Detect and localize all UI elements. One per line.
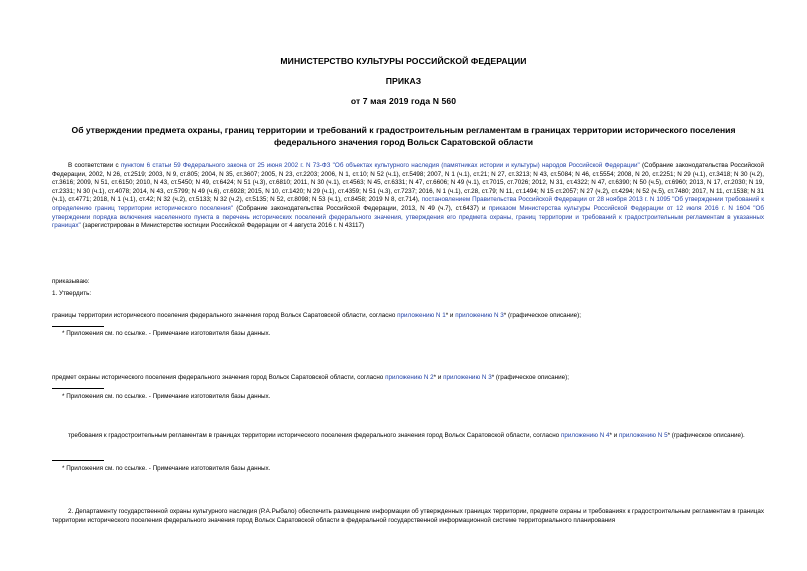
clause-protection-tail: * (графическое описание);	[491, 374, 569, 381]
federal-law-link[interactable]: пунктом 6 статьи 59 Федерального закона от 25 июня 2002 г. N 73-ФЗ "Об объектах культурного наследия (памятниках истории и культуры) народов Российской Федерации"	[120, 162, 640, 169]
clause-protection-text: предмет охраны исторического поселения федерального значения город Вольск Саратовской области, согласно	[52, 374, 386, 381]
clause-boundaries	[52, 312, 581, 321]
footnote-2: * Приложения см. по ссылке. - Примечание изготовителя базы данных.	[62, 393, 271, 400]
clause-regulations-text: требования к градостроительным регламентам в границах территории исторического поселения федерального значения город Вольск Саратовской области, согласно	[68, 432, 561, 439]
appendix-3-link[interactable]: приложению N 3	[455, 312, 504, 319]
appendix-4-link[interactable]: приложению N 4	[560, 432, 610, 439]
government-resolution-link[interactable]: постановлением Правительства Российской Федерации от 28 ноября 2013 г. N 1095 "Об утверждении требований к определению границ территории исторического поселения"	[52, 196, 764, 212]
footnote-divider	[52, 460, 104, 461]
footnote-divider	[52, 388, 104, 389]
clause-regulations	[52, 432, 764, 441]
preamble-text-2: (Собрание законодательства Российской Федерации, 2002, N 26, ст.2519; 2003, N 9, ст.805; 2004, N 35, ст.3607; 2005, N 23, ст.2203; 2006, N 1, ст.10; N 52 (ч.1), ст.5498; 2007, N 1 (ч.1), ст.21; N 27, ст.3213; N 43, ст.5084; N 46, ст.5554; 2008, N 20, ст.2251; N 29 (ч.1), ст.3418; N 30 (ч.2), ст.3616; 2009, N 51, ст.6150; 2010, N 43, ст.5450; N 49, ст.6424; N 51 (ч.3), ст.6810; 2011, N 30 (ч.1), ст.4563; N 45, ст.6331; N 47, ст.6606; N 49 (ч.1), ст.7015, ст.7026; 2012, N 31, ст.4322; N 47, ст.6390; N 50 (ч.5), ст.6960; 2013, N 17, ст.2030; N 19, ст.2331; N 30 (ч.1), ст.4078; 2014, N 43, ст.5799; N 49 (ч.6), ст.6928; 2015, N 10, ст.1420; N 29 (ч.1), ст.4359; N 51 (ч.3), ст.7237; 2016, N 1 (ч.1), ст.28, ст.79; N 11, ст.1494; N 15 ст.2057; N 27 (ч.2), ст.4294; N 52 (ч.5), ст.7480; 2017, N 11, ст.1538; N 31 (ч.1), ст.4771; 2018, N 1 (ч.1), ст.42; N 32 (ч.2), ст.5133; N 32 (ч.2), ст.5135; N 52, ст.8098; N 53 (ч.1), ст.8458; 2019 N 8, ст.714),	[52, 162, 765, 204]
ministry-order-link[interactable]: приказом Министерства культуры Российской Федерации от 12 июля 2016 г. N 1604 "Об утверждении порядка включения населенного пункта в перечень исторических поселений федерального значения, утверждения его предмета охраны, границ территории и требований к градостроительным регламентам в указанных границах"	[52, 204, 764, 230]
title-line-2: федерального значения город Вольск Саратовской области	[273, 137, 534, 147]
item-2-paragraph: 2. Департаменту государственной охраны культурного наследия (Р.А.Рыбало) обеспечить размещение информации об утвержденных границах территории, предмете охраны и требованиях к градостроительным регламентам в границах территории исторического поселения федерального значения город Вольск Саратовской области в федеральной государственной информационной системе территориального планирования	[52, 508, 764, 524]
order-word: приказываю:	[52, 278, 90, 285]
appendix-1-link[interactable]: приложению N 1	[397, 312, 446, 319]
clause-protection-subject	[52, 374, 569, 383]
preamble-paragraph	[52, 162, 764, 231]
preamble-text-4: (зарегистрирован в Министерстве юстиции Российской Федерации от 4 августа 2016 г. N 43117)	[80, 222, 365, 230]
title-line-1: Об утверждении предмета охраны, границ территории и требований к градостроительным регламентам в границах территории исторического поселения	[71, 125, 736, 135]
ministry-heading: МИНИСТЕРСТВО КУЛЬТУРЫ РОССИЙСКОЙ ФЕДЕРАЦИИ	[280, 56, 527, 66]
item-1-label: 1. Утвердить:	[52, 290, 92, 297]
clause-protection-mid: * и	[433, 374, 444, 381]
preamble-text-1: В соответствии с	[68, 162, 121, 169]
appendix-2-link[interactable]: приложению N 2	[385, 374, 434, 381]
appendix-5-link[interactable]: приложению N 5	[618, 432, 668, 439]
document-date-number: от 7 мая 2019 года N 560	[350, 96, 457, 106]
footnote-1: * Приложения см. по ссылке. - Примечание изготовителя базы данных.	[62, 330, 271, 337]
footnote-3: * Приложения см. по ссылке. - Примечание изготовителя базы данных.	[62, 465, 271, 472]
clause-boundaries-text: границы территории исторического поселения федерального значения город Вольск Саратовской области, согласно	[52, 312, 398, 319]
document-type: ПРИКАЗ	[385, 76, 422, 86]
document-title	[60, 124, 747, 148]
preamble-text-3: (Собрание законодательства Российской Федерации, 2013, N 49 (ч.7), ст.6437) и	[233, 204, 489, 212]
clause-regulations-mid: * и	[609, 432, 619, 439]
clause-boundaries-tail: * (графическое описание);	[503, 312, 582, 319]
footnote-divider	[52, 326, 104, 327]
appendix-3-link-2[interactable]: приложению N 3	[443, 374, 492, 381]
clause-boundaries-mid: * и	[445, 312, 456, 319]
clause-regulations-tail: * (графическое описание).	[667, 432, 745, 439]
